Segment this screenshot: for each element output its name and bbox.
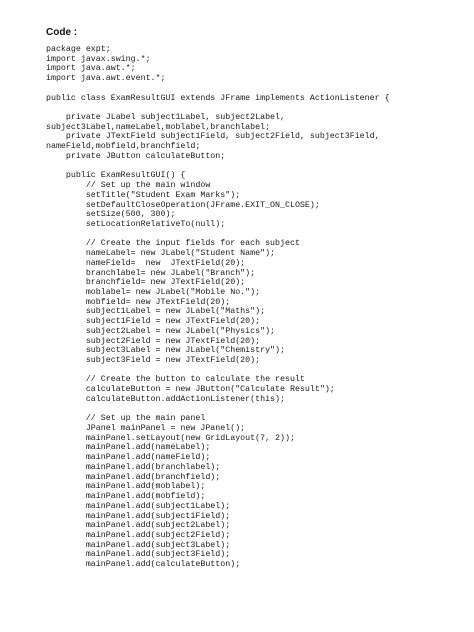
code-line: moblabel= new JLabel("Mobile No."); — [46, 287, 261, 297]
code-line — [46, 84, 466, 94]
code-line: setDefaultCloseOperation(JFrame.EXIT_ON_CLOSE); — [46, 200, 320, 210]
code-block — [46, 45, 466, 570]
code-line: JPanel mainPanel = new JPanel(); — [46, 424, 246, 434]
code-line: private JTextField subject1Field, subject2Field, subject3Field, — [46, 132, 380, 142]
code-line: setTitle("Student Exam Marks"); — [46, 190, 241, 200]
code-line: mainPanel.setLayout(new GridLayout(7, 2)); — [46, 433, 295, 443]
code-line: calculateButton.addActionListener(this); — [46, 394, 285, 404]
code-line: private JButton calculateButton; — [46, 151, 226, 161]
code-line: import java.awt.*; — [46, 64, 136, 74]
code-line: subject1Field = new JTextField(20); — [46, 317, 261, 327]
code-line: nameField= new JTextField(20); — [46, 258, 246, 268]
code-line: import javax.swing.*; — [46, 54, 151, 64]
code-line — [46, 162, 466, 172]
code-line — [46, 230, 466, 240]
code-line: subject3Label = new JLabel("Chemistry"); — [46, 346, 285, 356]
code-line: package expt; — [46, 45, 111, 54]
code-line: mainPanel.add(nameField); — [46, 453, 211, 463]
code-line — [46, 103, 466, 113]
code-line: nameField,mobfield,branchfield; — [46, 142, 201, 152]
code-line: branchfield= new JTextField(20); — [46, 278, 246, 288]
code-line: calculateButton = new JButton("Calculate Result"); — [46, 385, 335, 395]
code-line: // Set up the main window — [46, 181, 211, 191]
code-line: nameLabel= new JLabel("Student Name"); — [46, 249, 276, 259]
code-line: import java.awt.event.*; — [46, 74, 166, 84]
code-line: subject2Label = new JLabel("Physics"); — [46, 326, 276, 336]
code-line: // Create the button to calculate the result — [46, 375, 305, 385]
code-line: subject1Label = new JLabel("Maths"); — [46, 307, 266, 317]
code-line: public class ExamResultGUI extends JFrame implements ActionListener { — [46, 93, 390, 103]
code-line: subject2Field = new JTextField(20); — [46, 336, 261, 346]
code-line: mainPanel.add(subject2Label); — [46, 521, 231, 531]
code-line: // Create the input fields for each subject — [46, 239, 300, 249]
code-line: mainPanel.add(subject1Field); — [46, 511, 231, 521]
code-line: mainPanel.add(subject3Field); — [46, 550, 231, 560]
code-heading: Code : — [46, 27, 78, 38]
code-line: subject3Field = new JTextField(20); — [46, 356, 261, 365]
code-line: public ExamResultGUI() { — [46, 171, 186, 181]
code-line: setLocationRelativeTo(null); — [46, 219, 226, 229]
code-line — [46, 366, 466, 376]
code-line: mainPanel.add(branchlabel); — [46, 462, 221, 472]
code-line: subject3Label,nameLabel,moblabel,branchlabel; — [46, 122, 271, 132]
code-line: mainPanel.add(subject1Label); — [46, 501, 231, 511]
code-line: setSize(500, 300); — [46, 210, 176, 220]
code-line: branchlabel= new JLabel("Branch"); — [46, 268, 256, 278]
code-line: // Set up the main panel — [46, 414, 206, 424]
code-line: private JLabel subject1Label, subject2Label, — [46, 113, 285, 123]
code-line: mainPanel.add(mobfield); — [46, 492, 206, 502]
code-line: mainPanel.add(calculateButton); — [46, 560, 241, 570]
code-line: mainPanel.add(nameLabel); — [46, 443, 211, 453]
code-line: mainPanel.add(subject2Field); — [46, 530, 231, 540]
code-line: mainPanel.add(branchfield); — [46, 472, 221, 482]
code-line: mobfield= new JTextField(20); — [46, 297, 231, 307]
code-line — [46, 405, 466, 415]
code-line: mainPanel.add(moblabel); — [46, 482, 206, 492]
code-line: mainPanel.add(subject3Label); — [46, 540, 231, 550]
